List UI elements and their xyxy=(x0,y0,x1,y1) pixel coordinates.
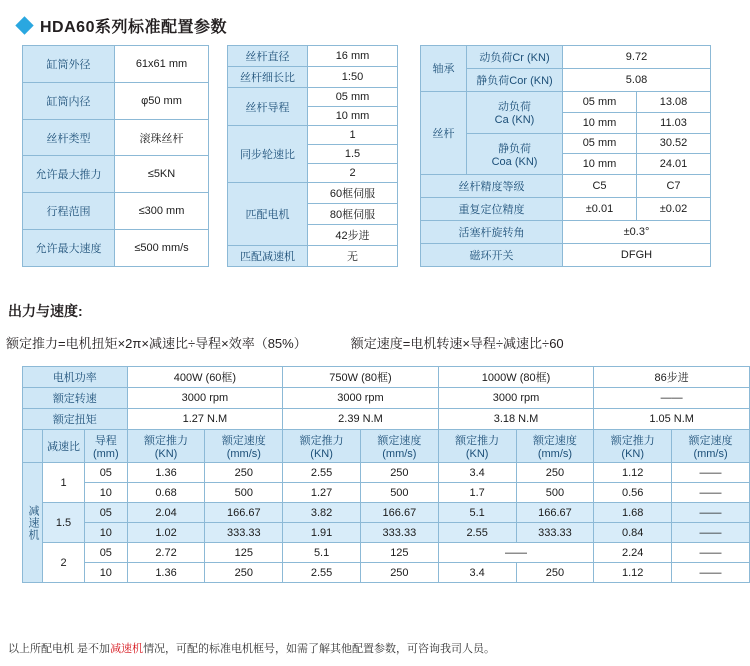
cell: 1.12 xyxy=(594,463,672,483)
static-load-label: 静负荷 Coa (KN) xyxy=(467,133,563,175)
bearing-row-label: 动负荷Cr (KN) xyxy=(467,46,563,69)
cell: —— xyxy=(672,543,750,563)
spec-value: φ50 mm xyxy=(115,82,209,119)
cell: 3.4 xyxy=(438,563,516,583)
load-size: 10 mm xyxy=(563,154,637,175)
motor-speed: 3000 rpm xyxy=(127,388,283,409)
col-speed: 额定速度 (mm/s) xyxy=(672,430,750,463)
table-row xyxy=(23,156,209,193)
cell: 3.82 xyxy=(283,503,361,523)
cell: 250 xyxy=(360,563,438,583)
cell: 2.24 xyxy=(594,543,672,563)
table-row xyxy=(228,46,398,67)
cell: 1.02 xyxy=(127,523,205,543)
motor-torque: 1.05 N.M xyxy=(594,409,750,430)
spec-label: 缸筒外径 xyxy=(23,46,115,83)
screw-value: 1 xyxy=(308,126,398,145)
spec-value: ≤500 mm/s xyxy=(115,230,209,267)
table-row xyxy=(228,126,398,145)
cell: 1.36 xyxy=(127,463,205,483)
screw-value: 1:50 xyxy=(308,67,398,88)
table-row xyxy=(23,409,750,430)
col-speed: 额定速度 (mm/s) xyxy=(205,430,283,463)
screw-label: 丝杆导程 xyxy=(228,88,308,126)
cell: 333.33 xyxy=(205,523,283,543)
screw-value: 1.5 xyxy=(308,145,398,164)
table-row xyxy=(23,46,209,83)
col-speed: 额定速度 (mm/s) xyxy=(516,430,594,463)
table-row xyxy=(23,367,750,388)
cell: 2.72 xyxy=(127,543,205,563)
side-label-text: 减速机 xyxy=(27,504,39,541)
motor-power: 750W (80框) xyxy=(283,367,439,388)
page-title xyxy=(0,0,750,37)
diamond-bullet-icon xyxy=(15,16,33,34)
cell: 250 xyxy=(516,563,594,583)
motor-speed: —— xyxy=(594,388,750,409)
table-row xyxy=(23,119,209,156)
table-row xyxy=(421,46,711,69)
table-row xyxy=(421,198,711,221)
col-force: 额定推力 (KN) xyxy=(438,430,516,463)
table-row xyxy=(23,523,750,543)
table-row xyxy=(23,82,209,119)
formula-row xyxy=(0,321,750,352)
section-heading: 出力与速度: xyxy=(8,303,83,319)
extra-label: 丝杆精度等级 xyxy=(421,175,563,198)
table-row xyxy=(23,543,750,563)
cell: 5.1 xyxy=(283,543,361,563)
table-row xyxy=(228,246,398,267)
table-row xyxy=(23,463,750,483)
load-value: 30.52 xyxy=(637,133,711,154)
spec-label: 行程范围 xyxy=(23,193,115,230)
cell: 166.67 xyxy=(360,503,438,523)
ratio-value: 2 xyxy=(43,543,85,583)
screw-value: 2 xyxy=(308,164,398,183)
cell: 1.27 xyxy=(283,483,361,503)
load-size: 10 mm xyxy=(563,112,637,133)
motor-power: 1000W (80框) xyxy=(438,367,594,388)
bearing-label: 轴承 xyxy=(421,46,467,92)
cell: 1.7 xyxy=(438,483,516,503)
cell: 3.4 xyxy=(438,463,516,483)
spec-value: 61x61 mm xyxy=(115,46,209,83)
formula-speed: 额定速度=电机转速×导程÷减速比÷60 xyxy=(350,336,564,351)
table-row xyxy=(228,88,398,107)
cell: 1.91 xyxy=(283,523,361,543)
col-lead: 导程 (mm) xyxy=(85,430,128,463)
footer-part2: 情况，可配的标准电机框号，如需了解其他配置参数，可咨询我司人员。 xyxy=(143,643,496,655)
cell: 2.55 xyxy=(283,463,361,483)
ratio-value: 1.5 xyxy=(43,503,85,543)
motor-speed: 3000 rpm xyxy=(283,388,439,409)
cell: 250 xyxy=(516,463,594,483)
cell: 5.1 xyxy=(438,503,516,523)
table-row xyxy=(23,483,750,503)
cell: 166.67 xyxy=(516,503,594,523)
footer-part1: 以上所配电机 是不加 xyxy=(8,643,111,655)
table-row xyxy=(421,91,711,112)
load-size: 05 mm xyxy=(563,133,637,154)
motor-power: 400W (60框) xyxy=(127,367,283,388)
table-row xyxy=(23,193,209,230)
spec-label: 丝杆类型 xyxy=(23,119,115,156)
extra-label: 磁环开关 xyxy=(421,243,563,266)
performance-table-wrap xyxy=(0,352,750,583)
spec-value: ≤5KN xyxy=(115,156,209,193)
screw-load-label: 丝杆 xyxy=(421,91,467,174)
cell: 125 xyxy=(360,543,438,563)
ratio-value: 1 xyxy=(43,463,85,503)
table-row xyxy=(421,175,711,198)
extra-value-span: ±0.3° xyxy=(563,221,711,244)
table-row xyxy=(23,563,750,583)
performance-table xyxy=(22,366,750,583)
table-row xyxy=(23,503,750,523)
extra-value-2: ±0.02 xyxy=(637,198,711,221)
top-tables-block xyxy=(0,37,750,267)
load-table xyxy=(420,45,711,267)
lead-value: 05 xyxy=(85,503,128,523)
extra-value-1: ±0.01 xyxy=(563,198,637,221)
cell: 500 xyxy=(516,483,594,503)
col-force: 额定推力 (KN) xyxy=(283,430,361,463)
load-value: 24.01 xyxy=(637,154,711,175)
spec-label: 允许最大速度 xyxy=(23,230,115,267)
extra-label: 活塞杆旋转角 xyxy=(421,221,563,244)
spec-value: ≤300 mm xyxy=(115,193,209,230)
page-title-text: HDA60系列标准配置参数 xyxy=(40,19,227,36)
col-force: 额定推力 (KN) xyxy=(127,430,205,463)
lead-value: 05 xyxy=(85,543,128,563)
cell: 125 xyxy=(205,543,283,563)
bearing-row-label: 静负荷Cor (KN) xyxy=(467,68,563,91)
load-value: 11.03 xyxy=(637,112,711,133)
cell: 1.12 xyxy=(594,563,672,583)
bearing-row-value: 9.72 xyxy=(563,46,711,69)
motor-power: 86步进 xyxy=(594,367,750,388)
table-row xyxy=(23,230,209,267)
screw-label: 同步轮速比 xyxy=(228,126,308,183)
screw-table xyxy=(227,45,398,267)
formula-force: 额定推力=电机扭矩×2π×减速比÷导程×效率（85%） xyxy=(6,336,307,351)
table-header-row xyxy=(23,430,750,463)
cell: 250 xyxy=(205,563,283,583)
spec-table xyxy=(22,45,209,267)
spec-label: 缸筒内径 xyxy=(23,82,115,119)
bearing-row-value: 5.08 xyxy=(563,68,711,91)
lead-value: 10 xyxy=(85,563,128,583)
extra-label: 重复定位精度 xyxy=(421,198,563,221)
cell: —— xyxy=(672,563,750,583)
screw-label: 匹配电机 xyxy=(228,183,308,246)
lead-value: 10 xyxy=(85,523,128,543)
cell: 2.04 xyxy=(127,503,205,523)
cell: 250 xyxy=(360,463,438,483)
cell: 1.68 xyxy=(594,503,672,523)
row-label-power: 电机功率 xyxy=(23,367,128,388)
col-spacer xyxy=(23,430,43,463)
cell: —— xyxy=(672,503,750,523)
lead-value: 05 xyxy=(85,463,128,483)
dynamic-load-label: 动负荷 Ca (KN) xyxy=(467,91,563,133)
cell: —— xyxy=(672,523,750,543)
cell: —— xyxy=(672,463,750,483)
cell: 0.56 xyxy=(594,483,672,503)
cell: 0.84 xyxy=(594,523,672,543)
cell: 2.55 xyxy=(438,523,516,543)
col-speed: 额定速度 (mm/s) xyxy=(360,430,438,463)
motor-torque: 2.39 N.M xyxy=(283,409,439,430)
table-row xyxy=(228,183,398,204)
table-row xyxy=(421,243,711,266)
screw-label: 丝杆细长比 xyxy=(228,67,308,88)
cell: 166.67 xyxy=(205,503,283,523)
cell: 250 xyxy=(205,463,283,483)
table-row xyxy=(421,221,711,244)
col-force: 额定推力 (KN) xyxy=(594,430,672,463)
side-label xyxy=(23,463,43,583)
screw-label: 匹配减速机 xyxy=(228,246,308,267)
extra-value-1: C5 xyxy=(563,175,637,198)
spec-value: 滚珠丝杆 xyxy=(115,119,209,156)
screw-value: 16 mm xyxy=(308,46,398,67)
motor-torque: 3.18 N.M xyxy=(438,409,594,430)
cell: 2.55 xyxy=(283,563,361,583)
screw-value: 无 xyxy=(308,246,398,267)
cell: 0.68 xyxy=(127,483,205,503)
screw-value: 10 mm xyxy=(308,107,398,126)
motor-torque: 1.27 N.M xyxy=(127,409,283,430)
cell: 333.33 xyxy=(360,523,438,543)
lead-value: 10 xyxy=(85,483,128,503)
extra-value-2: C7 xyxy=(637,175,711,198)
spec-label: 允许最大推力 xyxy=(23,156,115,193)
cell: 500 xyxy=(360,483,438,503)
screw-label: 丝杆直径 xyxy=(228,46,308,67)
table-row xyxy=(23,388,750,409)
screw-value: 60框伺服 xyxy=(308,183,398,204)
table-row xyxy=(228,67,398,88)
load-size: 05 mm xyxy=(563,91,637,112)
screw-value: 42步进 xyxy=(308,225,398,246)
cell: 1.36 xyxy=(127,563,205,583)
load-value: 13.08 xyxy=(637,91,711,112)
motor-speed: 3000 rpm xyxy=(438,388,594,409)
footer-note xyxy=(8,640,495,656)
row-label-speed: 额定转速 xyxy=(23,388,128,409)
footer-highlight: 减速机 xyxy=(110,643,144,655)
extra-value-span: DFGH xyxy=(563,243,711,266)
cell: 500 xyxy=(205,483,283,503)
col-ratio: 减速比 xyxy=(43,430,85,463)
row-label-torque: 额定扭矩 xyxy=(23,409,128,430)
cell: —— xyxy=(438,543,594,563)
screw-value: 05 mm xyxy=(308,88,398,107)
screw-value: 80框伺服 xyxy=(308,204,398,225)
cell: 333.33 xyxy=(516,523,594,543)
cell: —— xyxy=(672,483,750,503)
